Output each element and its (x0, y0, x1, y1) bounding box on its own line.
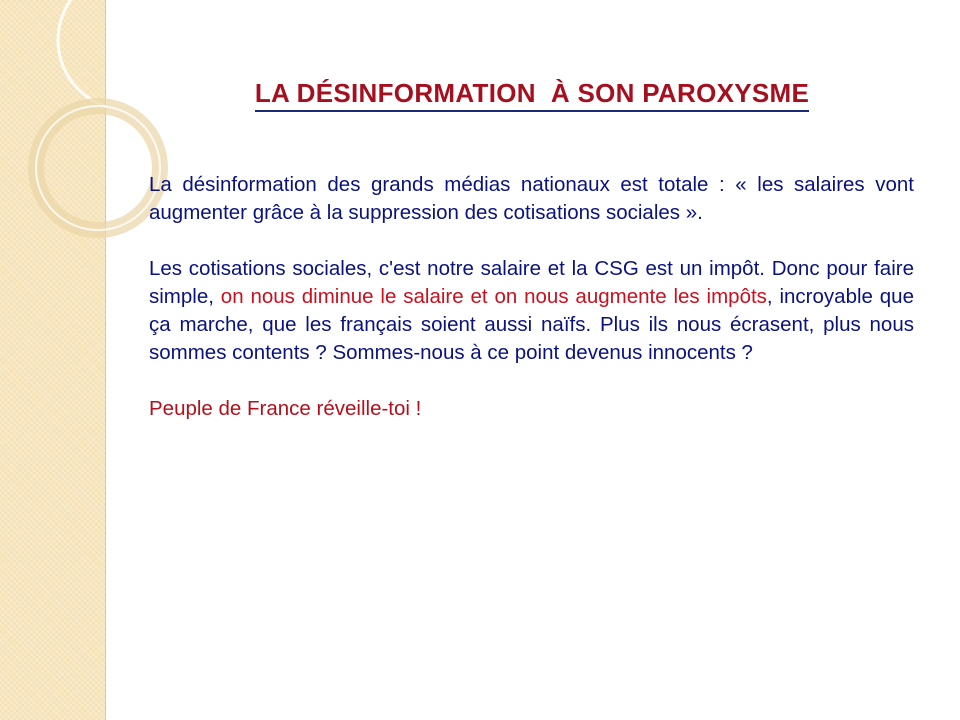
slide-body (149, 171, 914, 451)
paragraph-1: La désinformation des grands médias nationaux est totale : « les salaires vont augmenter grâce à la suppression des cotisations sociales ». (149, 173, 914, 224)
paragraph-2-part-2: , incroyable que ça marche, que les français soient aussi naïfs. Plus ils nous écrasent, plus nous sommes contents ? Sommes-nous à ce point devenus innocents ? (149, 285, 914, 364)
slide-title (196, 78, 868, 112)
paragraph-2-highlight: on nous diminue le salaire et on nous augmente les impôts (220, 285, 767, 308)
closing-line: Peuple de France réveille-toi ! (149, 397, 422, 420)
paragraph-2 (149, 255, 914, 367)
paragraph-2-part-1: Les cotisations sociales, c'est notre salaire et la CSG est un impôt. Donc pour faire simple, (149, 257, 914, 308)
slide-title-text: LA DÉSINFORMATION À SON PAROXYSME (255, 78, 809, 112)
